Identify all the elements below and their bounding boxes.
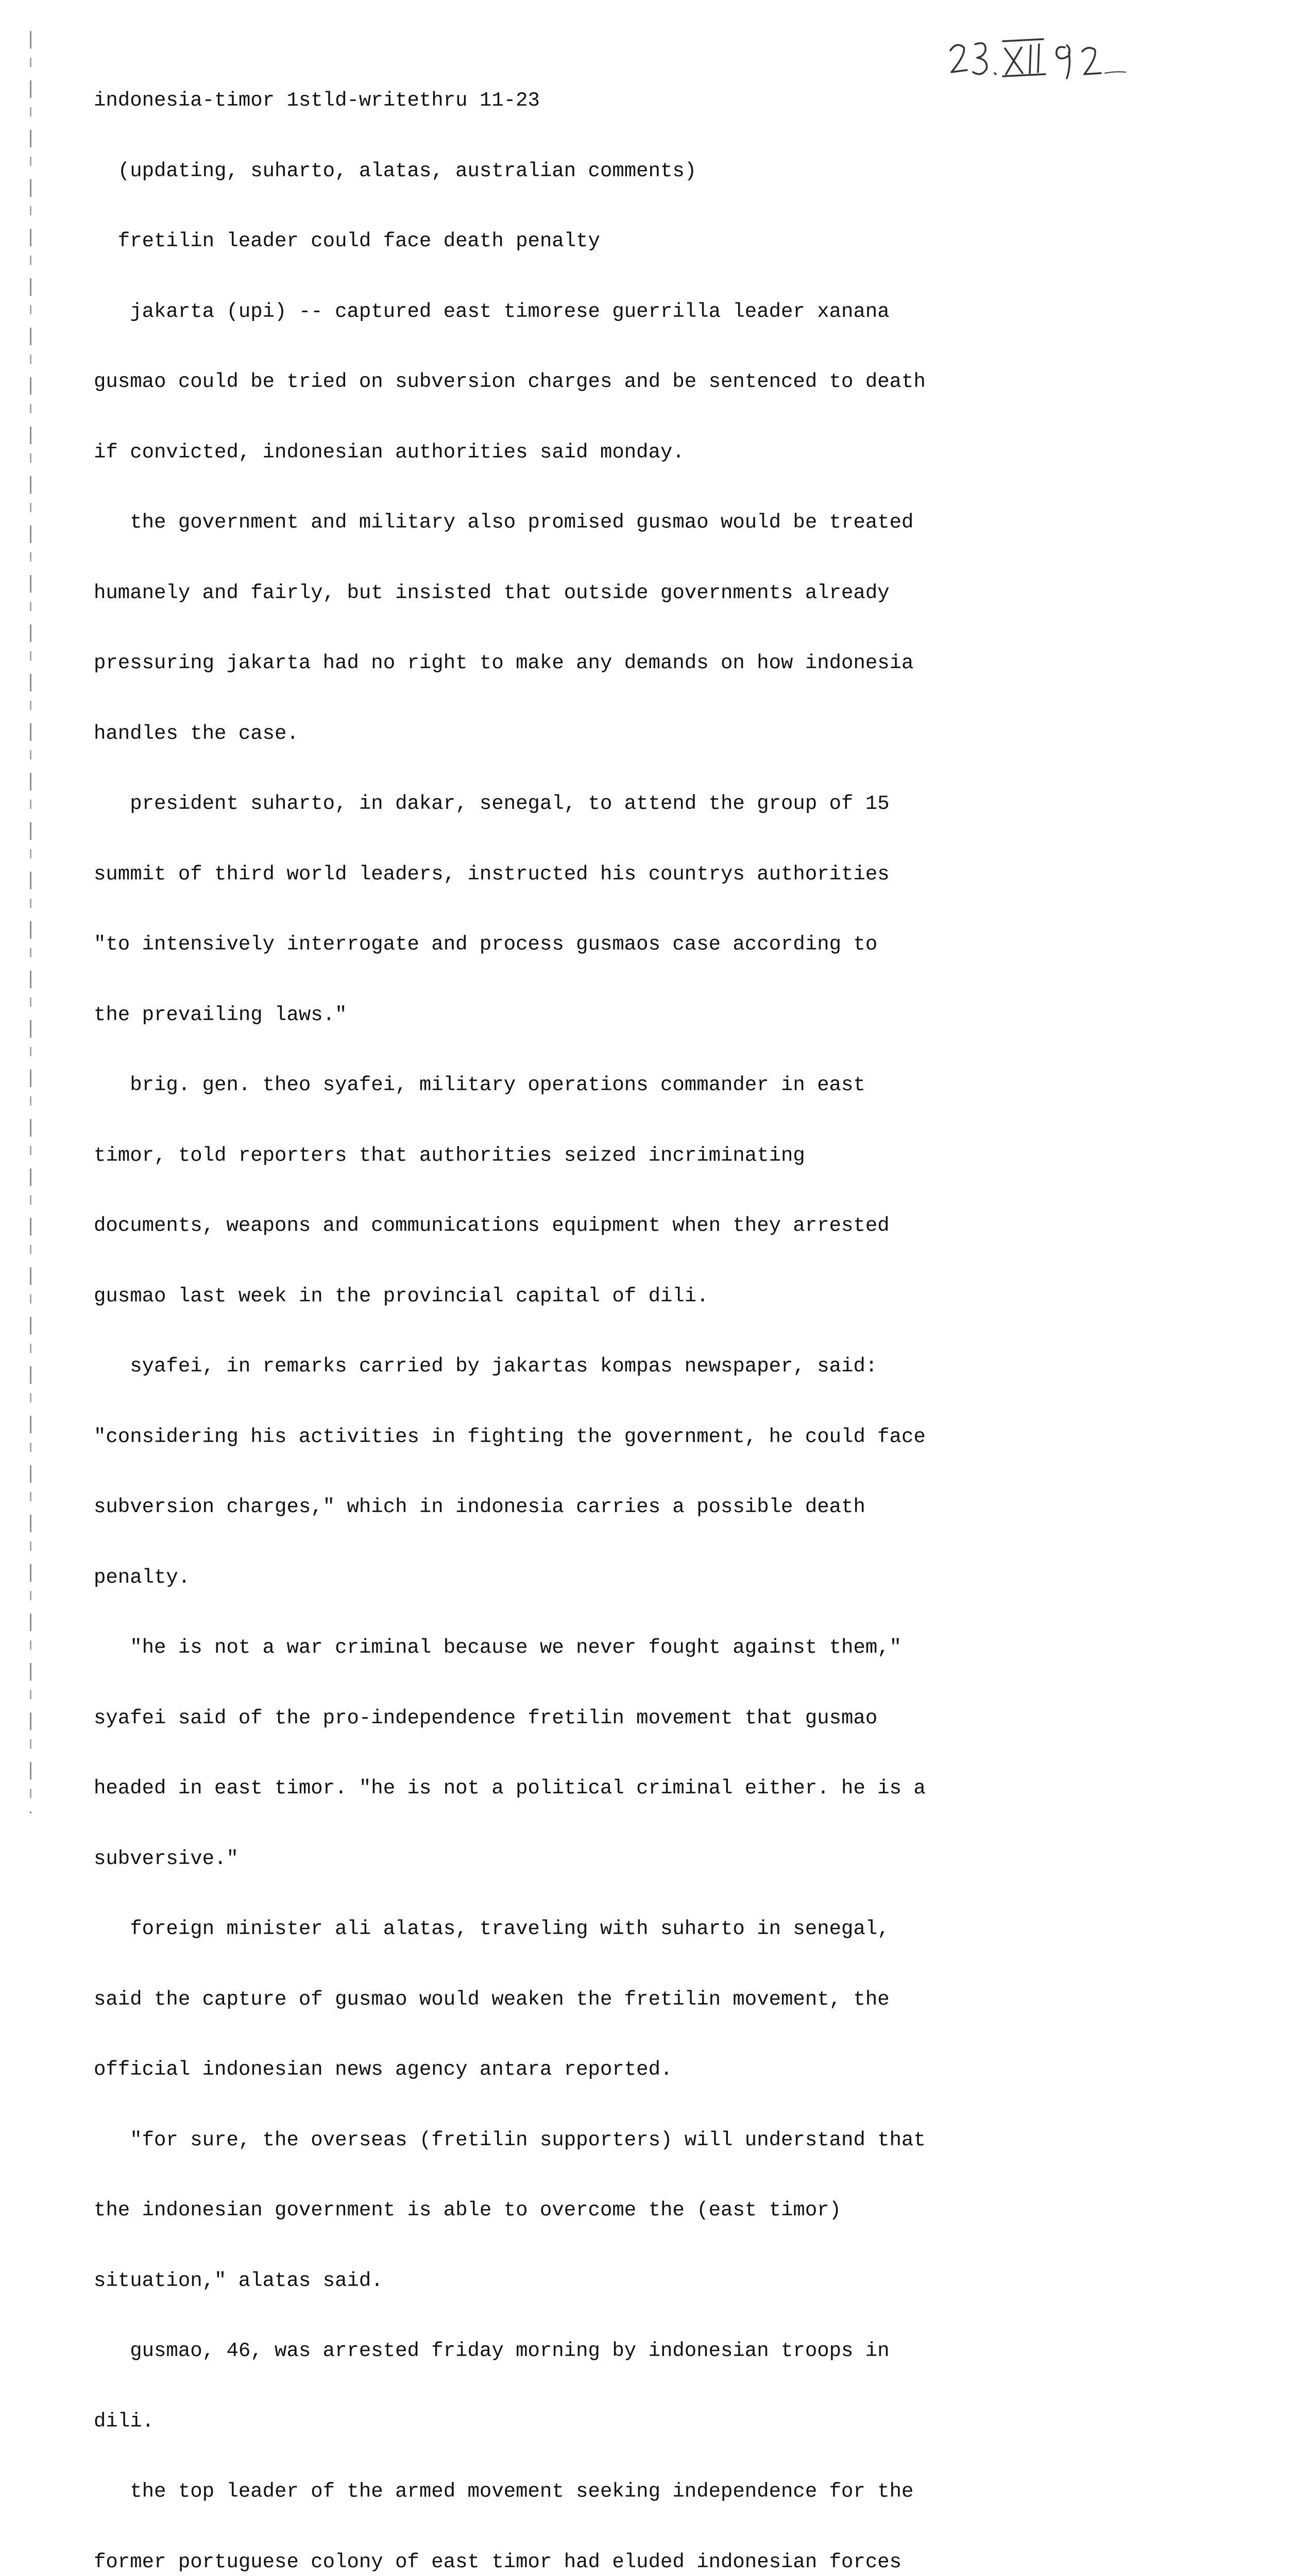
text-line: brig. gen. theo syafei, military operations commander in east xyxy=(94,1074,865,1096)
text-line: subversive." xyxy=(94,1847,239,1870)
text-line: foreign minister ali alatas, traveling with suharto in senegal, xyxy=(94,1918,890,1940)
headline: fretilin leader could face death penalty xyxy=(94,230,600,252)
wire-story xyxy=(94,42,1227,2576)
text-line: "for sure, the overseas (fretilin supporters) will understand that xyxy=(94,2128,926,2151)
text-line: documents, weapons and communications equipment when they arrested xyxy=(94,1214,890,1237)
text-line: gusmao could be tried on subversion charges and be sentenced to death xyxy=(94,370,926,393)
text-line: the indonesian government is able to overcome the (east timor) xyxy=(94,2199,842,2222)
text-line: subversion charges," which in indonesia carries a possible death xyxy=(94,1496,865,1518)
text-line: "he is not a war criminal because we never fought against them," xyxy=(94,1636,902,1659)
update-note: (updating, suharto, alatas, australian comments) xyxy=(94,159,697,182)
text-line: dili. xyxy=(94,2410,155,2433)
text-line: the prevailing laws." xyxy=(94,1003,347,1026)
text-line: summit of third world leaders, instructed his countrys authorities xyxy=(94,862,890,886)
margin-rule xyxy=(30,31,31,1814)
slug-line: indonesia-timor 1stld-writethru 11-23 xyxy=(94,89,540,112)
text-line: the government and military also promised gusmao would be treated xyxy=(94,511,914,534)
text-line: "to intensively interrogate and process gusmaos case according to xyxy=(94,933,878,956)
text-line: situation," alatas said. xyxy=(94,2269,383,2292)
text-line: headed in east timor. "he is not a political criminal either. he is a xyxy=(94,1777,926,1800)
text-line: jakarta (upi) -- captured east timorese guerrilla leader xanana xyxy=(94,300,890,323)
text-line: if convicted, indonesian authorities said monday. xyxy=(94,440,685,464)
text-line: the top leader of the armed movement seeking independence for the xyxy=(94,2480,914,2503)
text-line: gusmao, 46, was arrested friday morning by indonesian troops in xyxy=(94,2340,890,2362)
text-line: "considering his activities in fighting the government, he could face xyxy=(94,1425,926,1448)
text-line: pressuring jakarta had no right to make any demands on how indonesia xyxy=(94,652,914,674)
text-line: said the capture of gusmao would weaken the fretilin movement, the xyxy=(94,1988,890,2011)
text-line: official indonesian news agency antara reported. xyxy=(94,2058,673,2081)
text-line: president suharto, in dakar, senegal, to attend the group of 15 xyxy=(94,792,890,815)
text-line: handles the case. xyxy=(94,722,299,745)
text-line: syafei said of the pro-independence fretilin movement that gusmao xyxy=(94,1706,878,1730)
text-line: penalty. xyxy=(94,1566,191,1589)
text-line: timor, told reporters that authorities seized incriminating xyxy=(94,1144,805,1167)
text-line: former portuguese colony of east timor had eluded indonesian forces xyxy=(94,2550,902,2573)
text-line: gusmao last week in the provincial capital of dili. xyxy=(94,1284,709,1308)
text-line: humanely and fairly, but insisted that outside governments already xyxy=(94,581,890,604)
text-line: syafei, in remarks carried by jakartas kompas newspaper, said: xyxy=(94,1355,878,1378)
